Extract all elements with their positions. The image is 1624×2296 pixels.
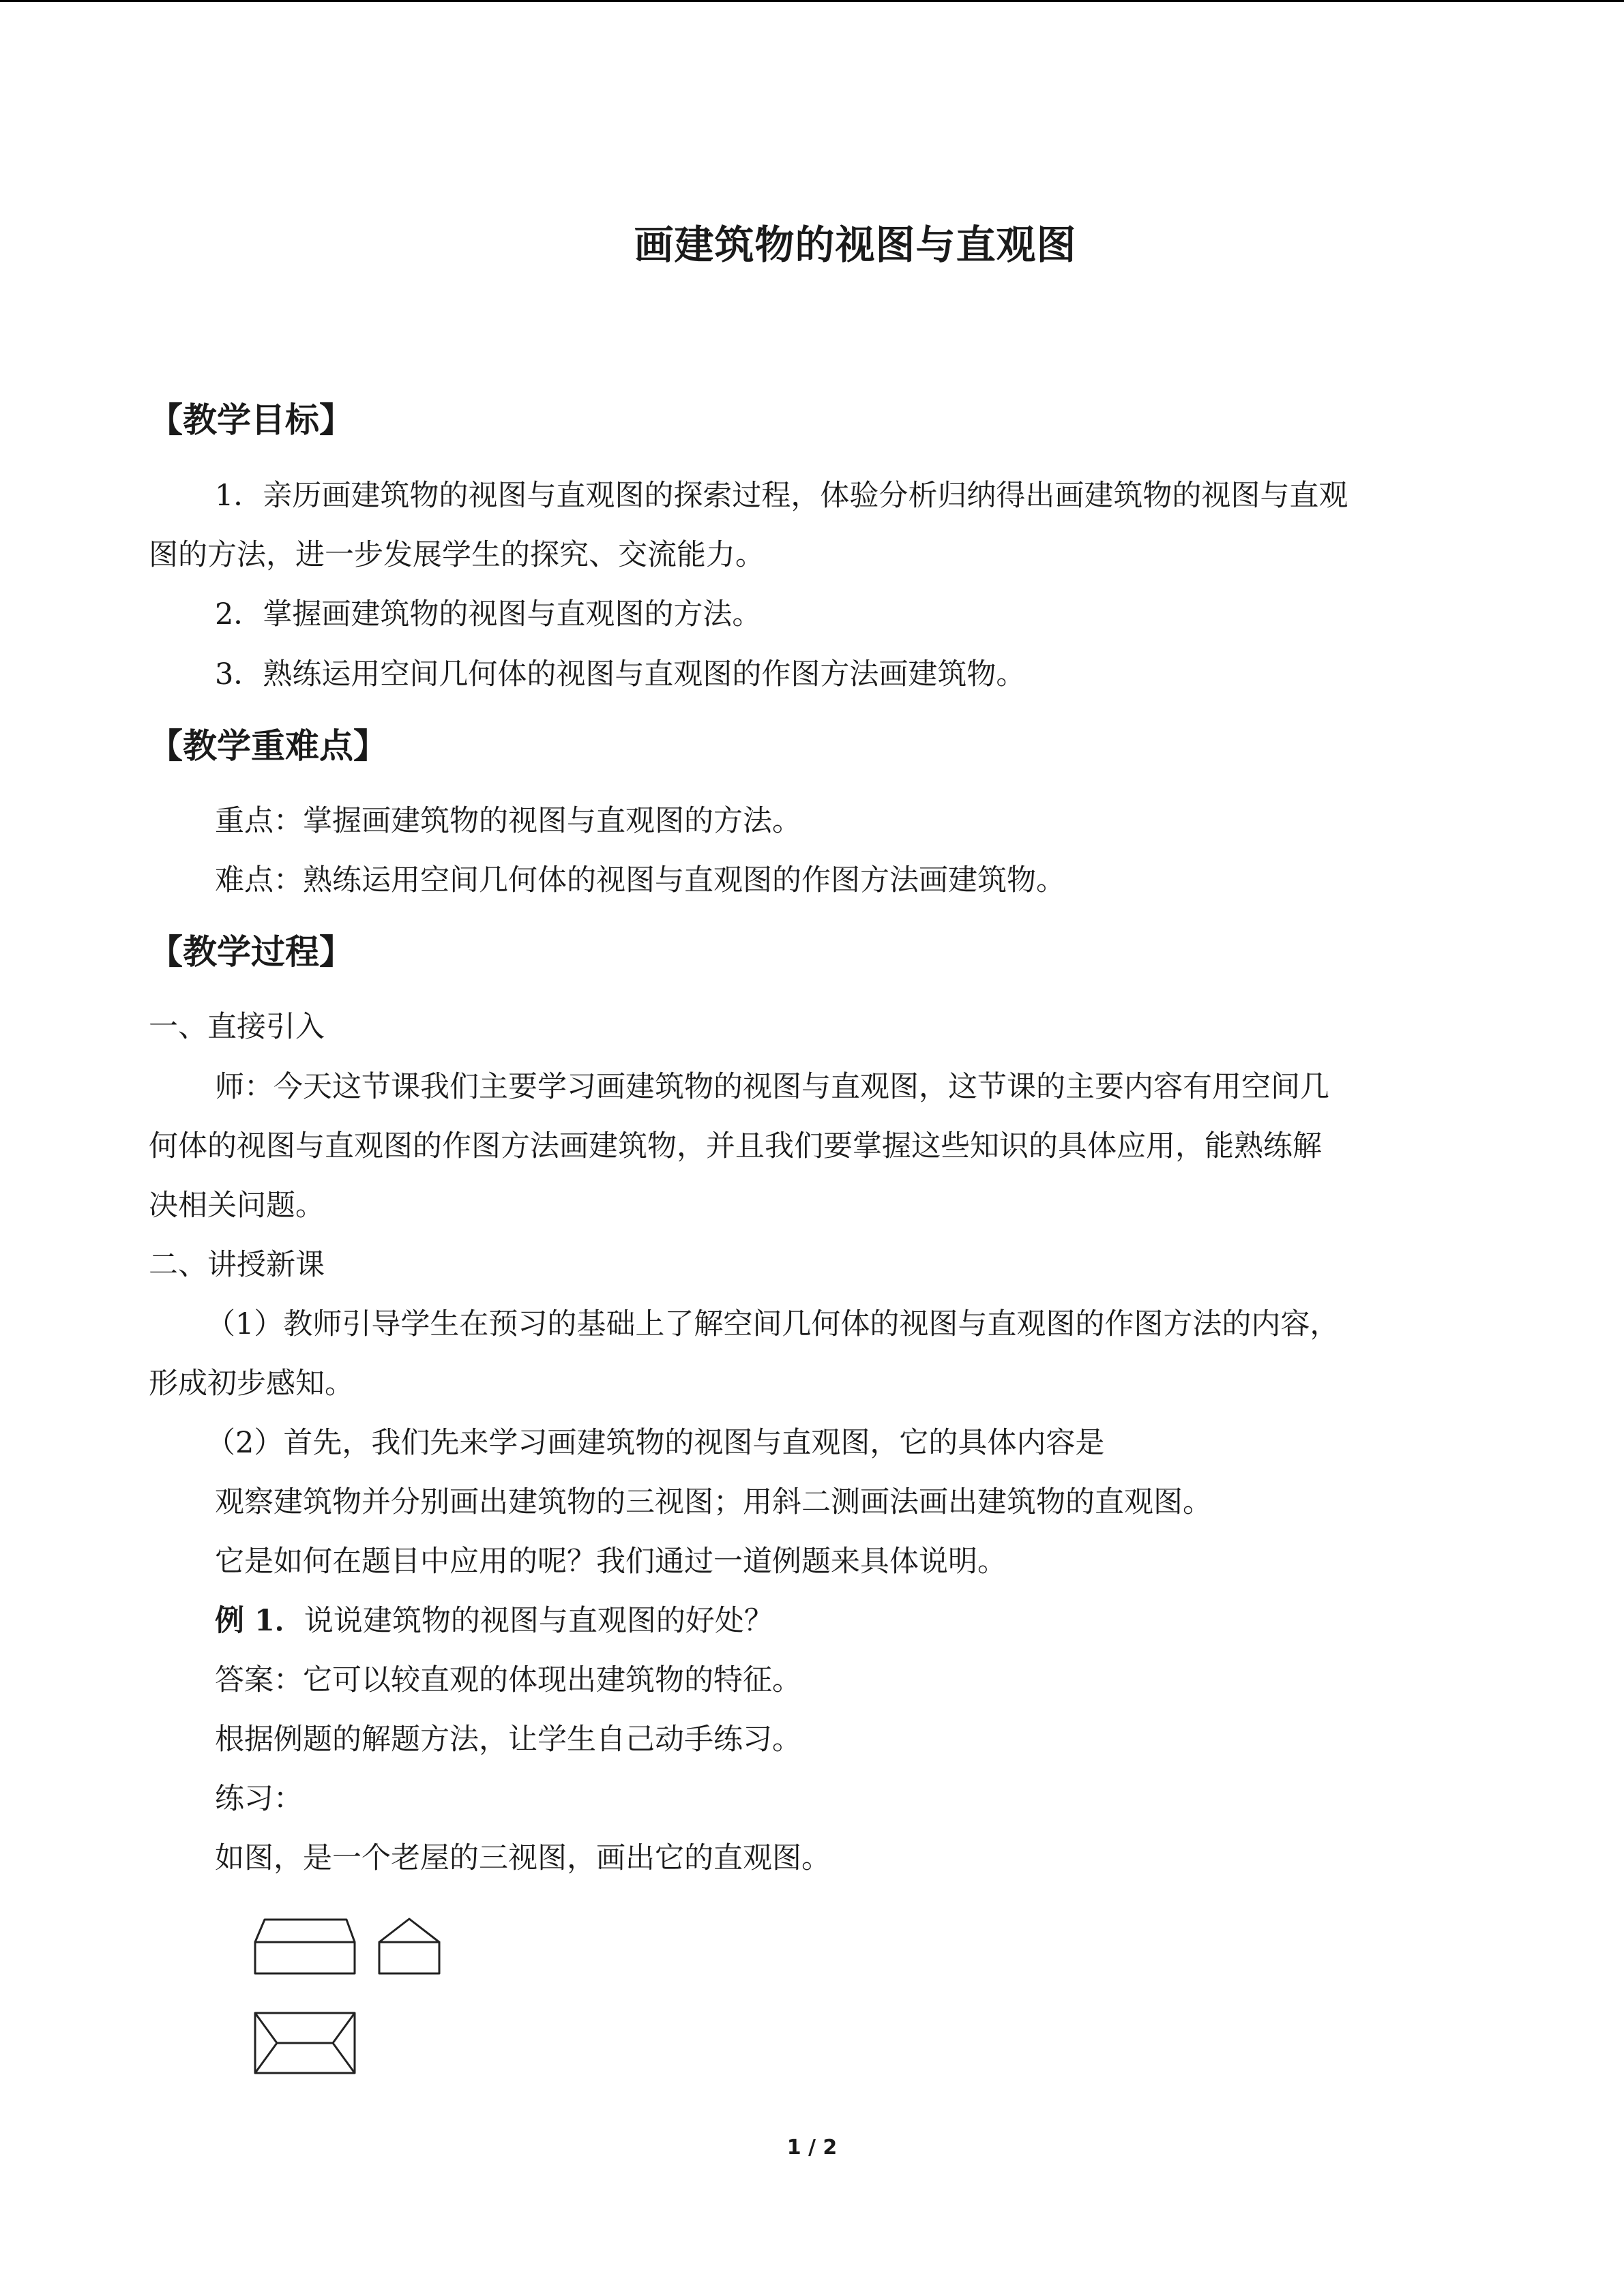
heading-process: 【教学过程】: [149, 932, 353, 972]
part2-line-1: （1）教师引导学生在预习的基础上了解空间几何体的视图与直观图的作图方法的内容，: [206, 1307, 1340, 1341]
page-top-border: [0, 0, 1624, 2]
front-view: [255, 1920, 355, 1973]
page-number: 1 / 2: [786, 2136, 838, 2160]
practice-label: 练习：: [215, 1782, 303, 1816]
objective-line-4: 3．熟练运用空间几何体的视图与直观图的作图方法画建筑物。: [215, 657, 1026, 691]
practice-intro: 根据例题的解题方法，让学生自己动手练习。: [215, 1723, 801, 1757]
part1-line-2: 何体的视图与直观图的作图方法画建筑物，并且我们要掌握这些知识的具体应用，能熟练解: [149, 1129, 1322, 1163]
part2-line-2: 形成初步感知。: [149, 1367, 354, 1401]
part2-line-5: 它是如何在题目中应用的呢？我们通过一道例题来具体说明。: [215, 1545, 1007, 1579]
part2-line-4: 观察建筑物并分别画出建筑物的三视图；用斜二测画法画出建筑物的直观图。: [215, 1485, 1212, 1519]
part1-line-1: 师：今天这节课我们主要学习画建筑物的视图与直观图，这节课的主要内容有用空间几: [215, 1070, 1329, 1104]
side-view: [379, 1919, 439, 1973]
part2-line-3: （2）首先，我们先来学习画建筑物的视图与直观图，它的具体内容是: [206, 1426, 1105, 1460]
objective-line-1: 1．亲历画建筑物的视图与直观图的探索过程，体验分析归纳得出画建筑物的视图与直观: [215, 479, 1348, 513]
example-1: [215, 1604, 773, 1638]
example-label: 例 1．: [215, 1604, 304, 1638]
top-view: [255, 2013, 355, 2073]
three-view-figure: [252, 1916, 450, 2080]
heading-objectives: 【教学目标】: [149, 400, 353, 440]
heading-key-points: 【教学重难点】: [149, 726, 387, 766]
objective-line-3: 2．掌握画建筑物的视图与直观图的方法。: [215, 597, 762, 631]
objective-line-2: 图的方法，进一步发展学生的探究、交流能力。: [149, 538, 765, 572]
part1-title: 一、直接引入: [149, 1010, 325, 1044]
key-point-line: 重点：掌握画建筑物的视图与直观图的方法。: [215, 804, 801, 838]
practice-text: 如图，是一个老屋的三视图，画出它的直观图。: [215, 1841, 831, 1875]
part1-line-3: 决相关问题。: [149, 1189, 325, 1223]
answer-line: 答案：它可以较直观的体现出建筑物的特征。: [215, 1663, 801, 1697]
part2-title: 二、讲授新课: [149, 1248, 325, 1282]
page-title: 画建筑物的视图与直观图: [634, 222, 1077, 268]
difficult-point-line: 难点：熟练运用空间几何体的视图与直观图的作图方法画建筑物。: [215, 863, 1065, 897]
example-text: 说说建筑物的视图与直观图的好处？: [304, 1604, 773, 1638]
